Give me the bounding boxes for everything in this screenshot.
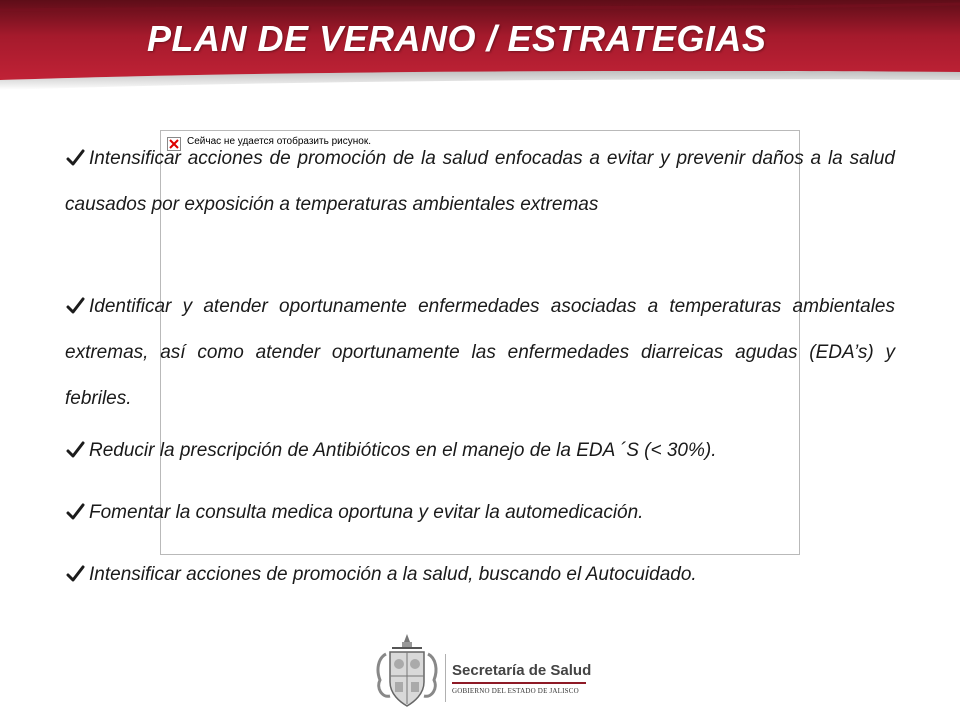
bullet-text-4: Fomentar la consulta medica oportuna y evitar la automedicación.: [89, 502, 644, 523]
checkmark-icon: [65, 296, 85, 316]
bullet-text-3: Reducir la prescripción de Antibióticos en el manejo de la EDA ´S (< 30%).: [89, 440, 717, 461]
bullet-item-2: [65, 284, 895, 422]
bullet-item-5: [65, 560, 895, 590]
broken-image-message: Сейчас не удается отобразить рисунок.: [187, 136, 371, 147]
checkmark-icon: [65, 148, 85, 168]
bullet-text-2: Identificar y atender oportunamente enfermedades asociadas a temperaturas ambientales extremas, así como atender oportunamente las enfermedades diarreicas agudas (EDA’s) y febriles.: [65, 296, 895, 409]
org-subtitle: GOBIERNO DEL ESTADO DE JALISCO: [452, 687, 579, 695]
logo-divider: [445, 654, 446, 702]
checkmark-icon: [65, 440, 85, 460]
slide-title: PLAN DE VERANO / ESTRATEGIAS: [147, 18, 767, 59]
org-underline: [452, 682, 586, 684]
bullet-text-1: Intensificar acciones de promoción de la salud enfocadas a evitar y prevenir daños a la salud causados por exposición a temperaturas ambientales extremas: [65, 148, 895, 215]
header-band: [0, 0, 960, 92]
footer-logo: [372, 632, 592, 712]
jalisco-coat-of-arms-icon: [372, 632, 442, 710]
bullet-item-1: [65, 136, 895, 228]
bullet-text-5: Intensificar acciones de promoción a la salud, buscando el Autocuidado.: [89, 564, 697, 585]
checkmark-icon: [65, 502, 85, 522]
checkmark-icon: [65, 564, 85, 584]
bullet-item-4: [65, 498, 895, 528]
bullet-item-3: [65, 436, 895, 466]
org-name: Secretaría de Salud: [452, 662, 592, 679]
